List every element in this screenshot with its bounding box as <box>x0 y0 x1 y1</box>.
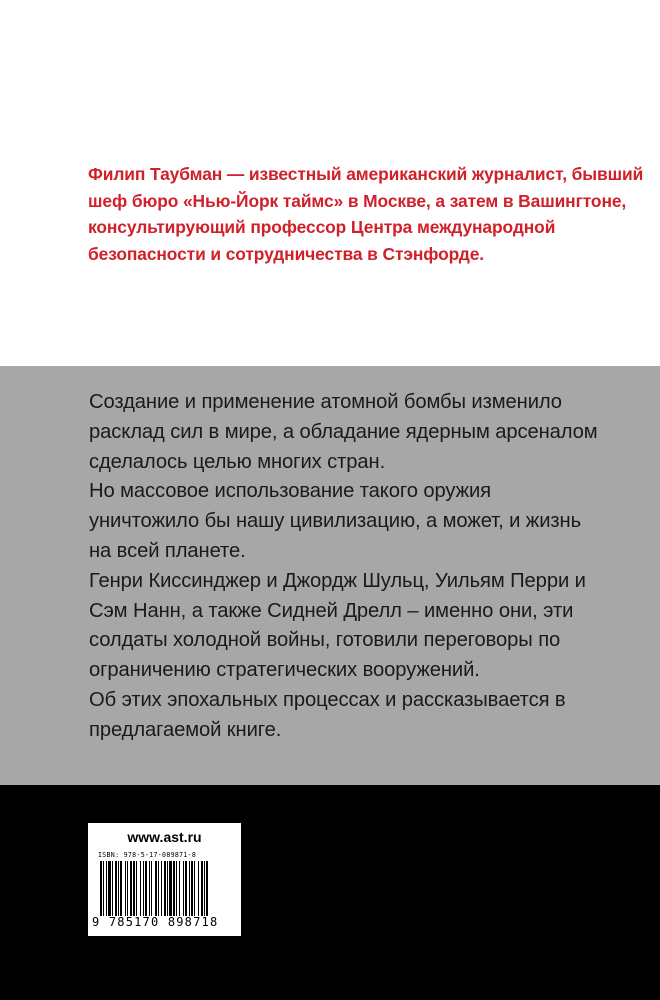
ean-digits: 9 785170 898718 <box>92 915 219 929</box>
barcode-bar <box>115 861 117 916</box>
description-section <box>0 366 660 785</box>
description-line: сделалось целью многих стран. <box>89 450 386 473</box>
author-bio-line: консультирующий профессор Центра международной <box>88 217 556 237</box>
barcode-bar <box>108 861 111 916</box>
barcode-bar <box>140 861 141 916</box>
barcode-bar <box>179 861 180 916</box>
barcode-bar <box>161 861 162 916</box>
barcode-bar <box>100 861 102 916</box>
barcode-bar <box>167 861 168 916</box>
barcode-bar <box>189 861 190 916</box>
barcode-bar <box>183 861 184 916</box>
book-description <box>89 388 649 746</box>
barcode-bar <box>201 861 203 916</box>
description-line: расклад сил в мире, а обладание ядерным арсеналом <box>89 420 598 443</box>
barcode-bar <box>130 861 132 916</box>
description-line: Генри Киссинджер и Джордж Шульц, Уильям Перри и <box>89 569 586 592</box>
top-section <box>0 0 660 366</box>
barcode-bar <box>155 861 157 916</box>
description-line: Создание и применение атомной бомбы изменило <box>89 391 562 413</box>
barcode-bar <box>143 861 144 916</box>
barcode-bar <box>185 861 187 916</box>
author-bio-line: безопасности и сотрудничества в Стэнфорде. <box>88 243 485 264</box>
barcode-bar <box>112 861 113 916</box>
description-line: уничтожило бы нашу цивилизацию, а может, и жизнь <box>89 510 582 533</box>
barcode-bar <box>103 861 104 916</box>
author-bio <box>88 161 648 267</box>
barcode-bar <box>133 861 135 916</box>
barcode-bar <box>106 861 107 916</box>
author-bio-line: шеф бюро «Нью-Йорк таймс» в Москве, а затем в Вашингтоне, <box>88 190 627 211</box>
barcode-bar <box>176 861 177 916</box>
publisher-url: www.ast.ru <box>127 829 202 845</box>
barcode-bar <box>118 861 119 916</box>
description-line: солдаты холодной войны, готовили переговоры по <box>89 629 561 652</box>
barcode-bar <box>164 861 166 916</box>
description-line: предлагаемой книге. <box>89 718 282 741</box>
barcode-bar <box>127 861 128 916</box>
barcode-bar <box>206 861 208 916</box>
barcode-bar <box>151 861 152 916</box>
barcode-icon <box>100 861 232 916</box>
barcode-bar <box>158 861 159 916</box>
barcode-bar <box>173 861 175 916</box>
barcode-bar <box>136 861 137 916</box>
barcode-bar <box>204 861 205 916</box>
description-line: Но массовое использование такого оружия <box>89 480 491 503</box>
barcode-bar <box>120 861 122 916</box>
description-line: на всей планете. <box>89 539 246 562</box>
barcode-bar <box>191 861 193 916</box>
bottom-section <box>0 785 660 1000</box>
barcode-bar <box>145 861 147 916</box>
description-line: Сэм Нанн, а также Сидней Дрелл – именно они, эти <box>89 599 574 622</box>
description-line: ограничению стратегических вооружений. <box>89 659 480 682</box>
barcode-bar <box>169 861 172 916</box>
barcode-bar <box>125 861 126 916</box>
author-bio-line: Филип Таубман — известный американский журналист, бывший <box>88 164 644 184</box>
barcode-label <box>88 823 241 936</box>
description-line: Об этих эпохальных процессах и рассказывается в <box>89 688 566 711</box>
barcode-bar <box>194 861 195 916</box>
isbn-number: ISBN: 978-5-17-089871-8 <box>98 851 197 859</box>
barcode-bar <box>149 861 150 916</box>
barcode-bar <box>198 861 199 916</box>
